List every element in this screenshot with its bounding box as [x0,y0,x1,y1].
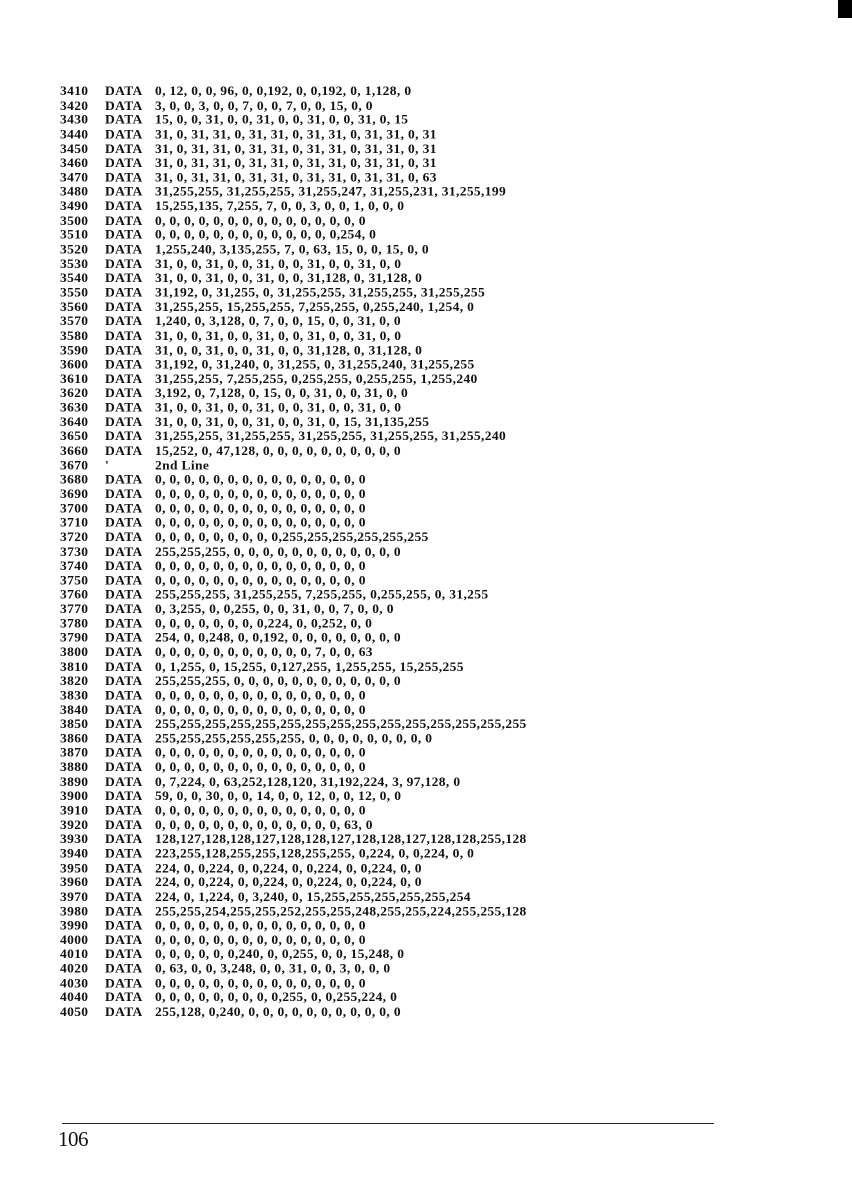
line-number: 3750 [60,573,89,588]
code-line [60,904,527,918]
data-values: 1,255,240, 3,135,255, 7, 0, 63, 15, 0, 0, 15, 0, 0 [155,242,429,257]
line-number: 3880 [60,760,89,775]
code-line [60,386,527,400]
line-number: 3810 [60,659,89,674]
data-values: 0, 0, 0, 0, 0, 0, 0, 0, 0, 0, 0, 0, 0, 0, 0 [155,688,366,703]
line-number: 3480 [60,184,89,199]
data-values: 0, 0, 0, 0, 0, 0,240, 0, 0,255, 0, 0, 15,248, 0 [155,947,405,962]
line-number: 3690 [60,486,89,501]
statement-keyword: DATA [105,141,143,156]
statement-keyword: DATA [105,688,143,703]
data-values: 0, 0, 0, 0, 0, 0, 0, 0, 0, 0, 0, 0, 0, 63, 0 [155,817,373,832]
code-line [60,415,527,429]
statement-keyword: DATA [105,501,143,516]
data-values: 15,255,135, 7,255, 7, 0, 0, 3, 0, 0, 1, 0, 0, 0 [155,199,405,213]
code-line [60,688,527,702]
line-number: 3610 [60,371,89,386]
line-number: 3710 [60,515,89,530]
data-values: 3, 0, 0, 3, 0, 0, 7, 0, 0, 7, 0, 0, 15, 0, 0 [155,98,373,113]
line-number: 3780 [60,616,89,631]
statement-keyword: DATA [105,875,143,890]
footer-rule [62,1123,714,1124]
line-number: 3800 [60,645,89,659]
page-number: 106 [58,1127,88,1151]
line-number: 3840 [60,702,89,717]
code-line [60,487,527,501]
code-line [60,962,527,976]
line-number: 4040 [60,990,89,1005]
line-number: 3830 [60,688,89,703]
line-number: 3650 [60,429,89,444]
line-number: 3740 [60,558,89,573]
code-line [60,357,527,371]
statement-keyword: DATA [105,242,143,257]
data-values: 31, 0, 0, 31, 0, 0, 31, 0, 0, 31, 0, 15, 31,135,255 [155,414,430,429]
code-line [60,760,527,774]
code-line [60,559,527,573]
statement-keyword: DATA [105,98,143,113]
statement-keyword: DATA [105,558,143,573]
code-line [60,228,527,242]
code-line [60,717,527,731]
statement-keyword: DATA [105,717,143,731]
data-values: 0, 0, 0, 0, 0, 0, 0, 0, 0, 0, 0, 0, 0, 0, 0 [155,745,366,760]
code-line [60,573,527,587]
statement-keyword: ' [105,458,110,472]
line-number: 3930 [60,832,89,847]
line-number: 3820 [60,673,89,688]
data-values: 0, 0, 0, 0, 0, 0, 0, 0, 0, 0, 0, 0, 0, 0, 0 [155,932,366,947]
data-values: 0, 0, 0, 0, 0, 0, 0, 0, 0,255,255,255,255,255,255 [155,530,429,544]
data-values: 31, 0, 31, 31, 0, 31, 31, 0, 31, 31, 0, 31, 31, 0, 31 [155,141,437,156]
line-number: 3730 [60,544,89,559]
code-line [60,444,527,458]
data-values: 0, 0, 0, 0, 0, 0, 0, 0, 0, 0, 0, 0, 0, 0, 0 [155,558,366,573]
code-line [60,991,527,1005]
data-values: 31,192, 0, 31,255, 0, 31,255,255, 31,255,255, 31,255,255 [155,285,486,300]
line-number: 3970 [60,889,89,904]
data-values: 0, 0, 0, 0, 0, 0, 0, 0, 0, 0, 0, 0, 0, 0, 0 [155,918,366,933]
data-values: 31, 0, 0, 31, 0, 0, 31, 0, 0, 31,128, 0, 31,128, 0 [155,271,423,285]
line-number: 3420 [60,98,89,113]
code-line [60,329,527,343]
statement-keyword: DATA [105,271,143,285]
statement-keyword: DATA [105,199,143,213]
data-values: 3,192, 0, 7,128, 0, 15, 0, 0, 31, 0, 0, 31, 0, 0 [155,386,409,400]
statement-keyword: DATA [105,602,143,616]
line-number: 3600 [60,357,89,372]
line-number: 3510 [60,227,89,242]
data-values: 223,255,128,255,255,128,255,255, 0,224, 0, 0,224, 0, 0 [155,846,475,861]
line-number: 3890 [60,774,89,789]
code-line [60,875,527,889]
statement-keyword: DATA [105,774,143,789]
code-line [60,214,527,228]
statement-keyword: DATA [105,155,143,170]
data-values: 15, 0, 0, 31, 0, 0, 31, 0, 0, 31, 0, 0, 31, 0, 15 [155,112,409,127]
code-line [60,544,527,558]
statement-keyword: DATA [105,227,143,242]
line-number: 3550 [60,285,89,300]
statement-keyword: DATA [105,630,143,645]
basic-data-listing [60,84,527,1019]
data-values: 0, 0, 0, 0, 0, 0, 0, 0, 0, 0, 0, 0, 0, 0, 0 [155,803,366,818]
code-line [60,98,527,112]
data-values: 31, 0, 0, 31, 0, 0, 31, 0, 0, 31,128, 0, 31,128, 0 [155,343,423,357]
data-values: 0, 1,255, 0, 15,255, 0,127,255, 1,255,255, 15,255,255 [155,659,464,674]
data-values: 0, 0, 0, 0, 0, 0, 0, 0, 0,255, 0, 0,255,224, 0 [155,990,398,1005]
statement-keyword: DATA [105,832,143,847]
code-line [60,947,527,961]
statement-keyword: DATA [105,817,143,832]
code-line [60,602,527,616]
line-number: 3870 [60,745,89,760]
data-values: 0, 0, 0, 0, 0, 0, 0, 0, 0, 0, 0, 0, 0, 0, 0 [155,515,366,530]
statement-keyword: DATA [105,472,143,487]
data-values: 224, 0, 0,224, 0, 0,224, 0, 0,224, 0, 0,224, 0, 0 [155,875,422,890]
code-line [60,847,527,861]
line-number: 3580 [60,328,89,343]
data-values: 255,255,255,255,255,255, 0, 0, 0, 0, 0, 0, 0, 0, 0 [155,731,433,746]
statement-keyword: DATA [105,760,143,775]
data-values: 31, 0, 31, 31, 0, 31, 31, 0, 31, 31, 0, 31, 31, 0, 31 [155,127,437,141]
data-values: 0, 12, 0, 0, 96, 0, 0,192, 0, 0,192, 0, 1,128, 0 [155,84,412,98]
line-number: 3590 [60,343,89,357]
statement-keyword: DATA [105,429,143,444]
statement-keyword: DATA [105,530,143,544]
statement-keyword: DATA [105,947,143,962]
statement-keyword: DATA [105,616,143,631]
statement-keyword: DATA [105,932,143,947]
line-number: 3660 [60,443,89,458]
code-line [60,1005,527,1019]
statement-keyword: DATA [105,918,143,933]
statement-keyword: DATA [105,515,143,530]
statement-keyword: DATA [105,213,143,228]
code-line [60,818,527,832]
data-values: 255,255,255, 31,255,255, 7,255,255, 0,255,255, 0, 31,255 [155,587,489,602]
data-values: 0, 0, 0, 0, 0, 0, 0, 0, 0, 0, 0, 0, 0, 0, 0 [155,760,366,775]
data-values: 31, 0, 31, 31, 0, 31, 31, 0, 31, 31, 0, 31, 31, 0, 63 [155,170,437,185]
line-number: 3560 [60,299,89,314]
data-values: 255,128, 0,240, 0, 0, 0, 0, 0, 0, 0, 0, 0, 0, 0 [155,1004,401,1019]
line-number: 3520 [60,242,89,257]
code-line [60,429,527,443]
data-values: 255,255,254,255,255,252,255,255,248,255,255,224,255,255,128 [155,904,527,918]
code-line [60,113,527,127]
line-number: 3860 [60,731,89,746]
line-number: 4010 [60,947,89,962]
statement-keyword: DATA [105,371,143,386]
code-line [60,401,527,415]
statement-keyword: DATA [105,961,143,976]
line-number: 3490 [60,199,89,213]
code-line [60,501,527,515]
line-number: 3760 [60,587,89,602]
line-number: 3950 [60,861,89,875]
code-line [60,660,527,674]
code-line [60,703,527,717]
line-number: 3680 [60,472,89,487]
data-values: 31,255,255, 15,255,255, 7,255,255, 0,255,240, 1,254, 0 [155,299,475,314]
statement-keyword: DATA [105,673,143,688]
statement-keyword: DATA [105,544,143,559]
data-values: 59, 0, 0, 30, 0, 0, 14, 0, 0, 12, 0, 0, 12, 0, 0 [155,789,402,803]
data-values: 31,255,255, 31,255,255, 31,255,255, 31,255,255, 31,255,240 [155,429,507,444]
line-number: 3910 [60,803,89,818]
code-line [60,285,527,299]
code-line [60,242,527,256]
code-line [60,199,527,213]
data-values: 31, 0, 0, 31, 0, 0, 31, 0, 0, 31, 0, 0, 31, 0, 0 [155,256,402,271]
data-values: 31, 0, 0, 31, 0, 0, 31, 0, 0, 31, 0, 0, 31, 0, 0 [155,400,402,415]
line-number: 3620 [60,386,89,400]
code-line [60,156,527,170]
statement-keyword: DATA [105,314,143,329]
statement-keyword: DATA [105,357,143,372]
code-line [60,458,527,472]
statement-keyword: DATA [105,904,143,918]
code-line [60,343,527,357]
statement-keyword: DATA [105,256,143,271]
code-line [60,861,527,875]
code-line [60,832,527,846]
line-number: 3450 [60,141,89,156]
data-values: 2nd Line [155,458,210,472]
statement-keyword: DATA [105,486,143,501]
data-values: 0, 7,224, 0, 63,252,128,120, 31,192,224, 3, 97,128, 0 [155,774,461,789]
statement-keyword: DATA [105,889,143,904]
code-line [60,142,527,156]
code-line [60,372,527,386]
statement-keyword: DATA [105,731,143,746]
statement-keyword: DATA [105,386,143,400]
data-values: 255,255,255,255,255,255,255,255,255,255,255,255,255,255,255 [155,717,527,731]
line-number: 3940 [60,846,89,861]
page-corner-mark [838,0,852,18]
statement-keyword: DATA [105,803,143,818]
line-number: 3570 [60,314,89,329]
statement-keyword: DATA [105,659,143,674]
statement-keyword: DATA [105,702,143,717]
line-number: 3720 [60,530,89,544]
data-values: 255,255,255, 0, 0, 0, 0, 0, 0, 0, 0, 0, 0, 0, 0 [155,673,401,688]
data-values: 1,240, 0, 3,128, 0, 7, 0, 0, 15, 0, 0, 31, 0, 0 [155,314,401,329]
statement-keyword: DATA [105,84,143,98]
line-number: 3470 [60,170,89,185]
code-line [60,473,527,487]
code-line [60,674,527,688]
statement-keyword: DATA [105,285,143,300]
code-line [60,516,527,530]
line-number: 3990 [60,918,89,933]
data-values: 0, 0, 0, 0, 0, 0, 0, 0, 0, 0, 0, 0, 0, 0, 0 [155,472,366,487]
statement-keyword: DATA [105,861,143,875]
line-number: 3670 [60,458,89,472]
line-number: 3850 [60,717,89,731]
statement-keyword: DATA [105,328,143,343]
line-number: 3770 [60,602,89,616]
data-values: 254, 0, 0,248, 0, 0,192, 0, 0, 0, 0, 0, 0, 0, 0 [155,630,401,645]
statement-keyword: DATA [105,976,143,990]
code-line [60,185,527,199]
code-line [60,645,527,659]
data-values: 31, 0, 31, 31, 0, 31, 31, 0, 31, 31, 0, 31, 31, 0, 31 [155,155,437,170]
line-number: 3920 [60,817,89,832]
statement-keyword: DATA [105,990,143,1005]
line-number: 3500 [60,213,89,228]
statement-keyword: DATA [105,587,143,602]
line-number: 3790 [60,630,89,645]
code-line [60,775,527,789]
data-values: 0, 0, 0, 0, 0, 0, 0, 0, 0, 0, 0, 7, 0, 0, 63 [155,645,373,659]
data-values: 128,127,128,128,127,128,128,127,128,128,127,128,128,255,128 [155,832,527,847]
statement-keyword: DATA [105,343,143,357]
statement-keyword: DATA [105,789,143,803]
code-line [60,890,527,904]
statement-keyword: DATA [105,400,143,415]
code-line [60,271,527,285]
code-line [60,933,527,947]
code-line [60,746,527,760]
data-values: 0, 0, 0, 0, 0, 0, 0, 0, 0, 0, 0, 0, 0, 0, 0 [155,501,366,516]
code-line [60,732,527,746]
code-line [60,616,527,630]
line-number: 3900 [60,789,89,803]
data-values: 15,252, 0, 47,128, 0, 0, 0, 0, 0, 0, 0, 0, 0, 0 [155,443,401,458]
data-values: 0, 0, 0, 0, 0, 0, 0, 0, 0, 0, 0, 0, 0, 0, 0 [155,213,366,228]
data-values: 224, 0, 0,224, 0, 0,224, 0, 0,224, 0, 0,224, 0, 0 [155,861,422,875]
data-values: 0, 3,255, 0, 0,255, 0, 0, 31, 0, 0, 7, 0, 0, 0 [155,602,394,616]
statement-keyword: DATA [105,299,143,314]
statement-keyword: DATA [105,414,143,429]
line-number: 3530 [60,256,89,271]
line-number: 4030 [60,976,89,990]
data-values: 0, 63, 0, 0, 3,248, 0, 0, 31, 0, 0, 3, 0, 0, 0 [155,961,391,976]
statement-keyword: DATA [105,443,143,458]
line-number: 3980 [60,904,89,918]
code-line [60,170,527,184]
line-number: 3640 [60,414,89,429]
statement-keyword: DATA [105,1004,143,1019]
line-number: 4020 [60,961,89,976]
statement-keyword: DATA [105,645,143,659]
data-values: 0, 0, 0, 0, 0, 0, 0, 0, 0, 0, 0, 0, 0, 0, 0 [155,976,366,990]
line-number: 3460 [60,155,89,170]
data-values: 0, 0, 0, 0, 0, 0, 0, 0, 0, 0, 0, 0, 0, 0, 0 [155,573,366,588]
data-values: 31,192, 0, 31,240, 0, 31,255, 0, 31,255,240, 31,255,255 [155,357,475,372]
code-line [60,530,527,544]
line-number: 3960 [60,875,89,890]
line-number: 4050 [60,1004,89,1019]
line-number: 3410 [60,84,89,98]
code-line [60,84,527,98]
statement-keyword: DATA [105,127,143,141]
line-number: 3430 [60,112,89,127]
data-values: 0, 0, 0, 0, 0, 0, 0, 0, 0, 0, 0, 0, 0, 0, 0 [155,486,366,501]
code-line [60,919,527,933]
data-values: 0, 0, 0, 0, 0, 0, 0, 0, 0, 0, 0, 0, 0, 0, 0 [155,702,366,717]
statement-keyword: DATA [105,573,143,588]
line-number: 3630 [60,400,89,415]
data-values: 224, 0, 1,224, 0, 3,240, 0, 15,255,255,255,255,255,254 [155,889,471,904]
code-line [60,257,527,271]
statement-keyword: DATA [105,846,143,861]
code-line [60,789,527,803]
line-number: 3540 [60,271,89,285]
code-line [60,976,527,990]
data-values: 0, 0, 0, 0, 0, 0, 0, 0,224, 0, 0,252, 0, 0 [155,616,373,631]
statement-keyword: DATA [105,184,143,199]
line-number: 4000 [60,932,89,947]
code-line [60,314,527,328]
data-values: 31,255,255, 7,255,255, 0,255,255, 0,255,255, 1,255,240 [155,371,478,386]
statement-keyword: DATA [105,112,143,127]
code-line [60,300,527,314]
line-number: 3440 [60,127,89,141]
code-line [60,631,527,645]
data-values: 31,255,255, 31,255,255, 31,255,247, 31,255,231, 31,255,199 [155,184,507,199]
data-values: 0, 0, 0, 0, 0, 0, 0, 0, 0, 0, 0, 0, 0,254, 0 [155,227,377,242]
line-number: 3700 [60,501,89,516]
data-values: 31, 0, 0, 31, 0, 0, 31, 0, 0, 31, 0, 0, 31, 0, 0 [155,328,402,343]
code-line [60,588,527,602]
statement-keyword: DATA [105,170,143,185]
statement-keyword: DATA [105,745,143,760]
code-line [60,803,527,817]
data-values: 255,255,255, 0, 0, 0, 0, 0, 0, 0, 0, 0, 0, 0, 0 [155,544,401,559]
code-line [60,127,527,141]
